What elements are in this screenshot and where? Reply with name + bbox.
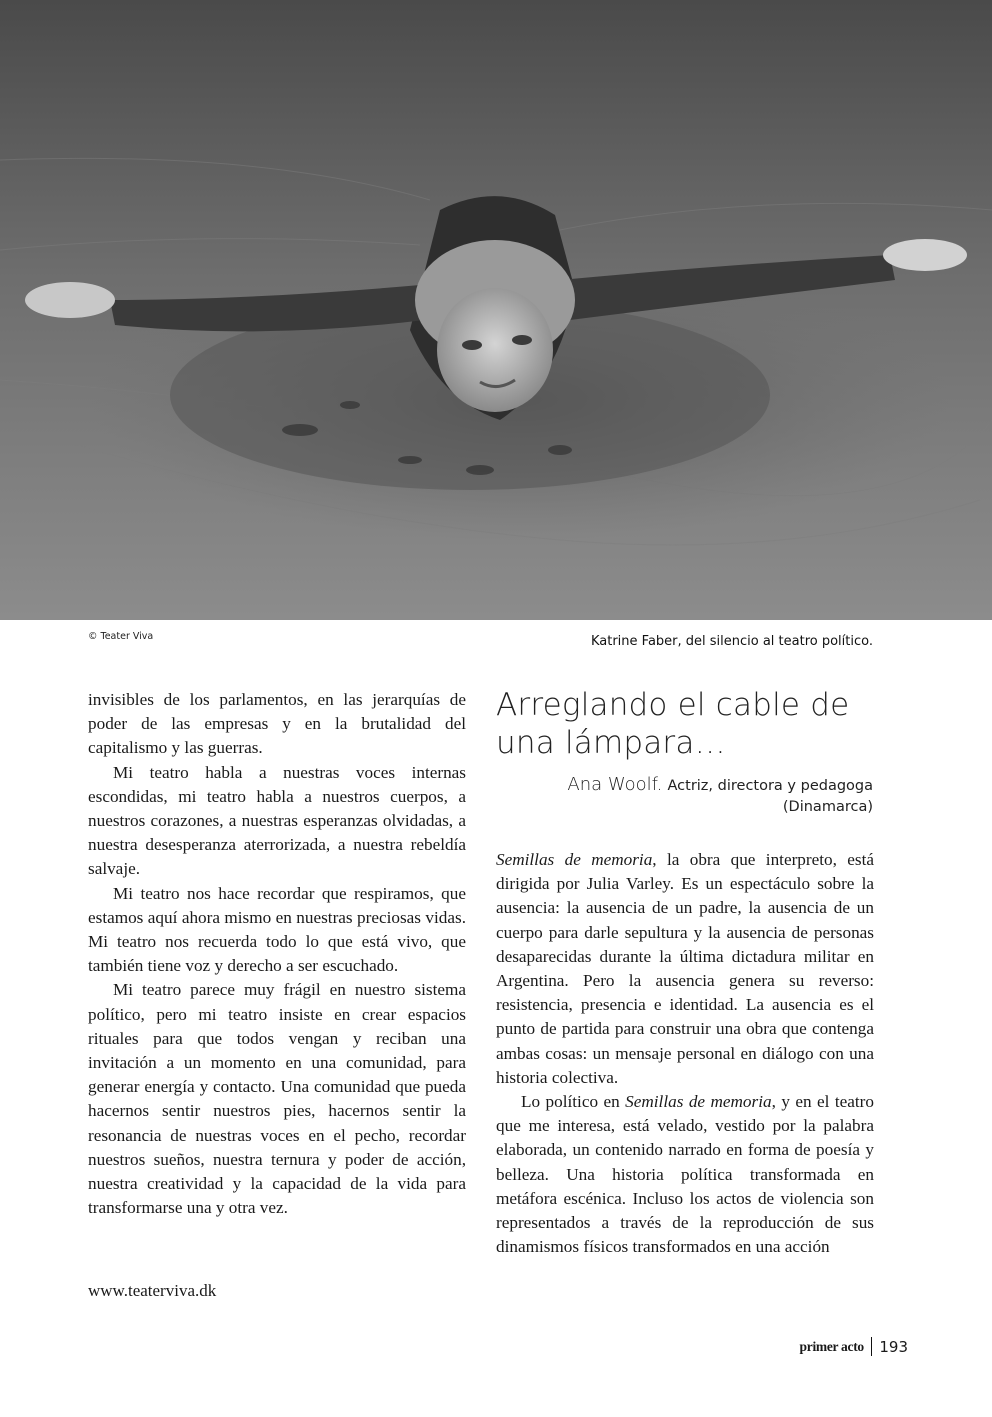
paragraph: invisibles de los parlamentos, en las jerarquías de poder de las empresas y en la brutalidad del capitalismo y las guerras. (88, 690, 466, 758)
paragraph-text: , y en el teatro que me interesa, está velado, vestido por la palabra elaborada, un contenido narrado en forma de poesía y belleza. Una historia política transformada en metáfora escénica. Incluso los actos de violencia son representados a través de la reproducción de sus dinamismos físicos transformados en una acción (496, 1092, 874, 1257)
photo (0, 0, 992, 620)
article-title (496, 686, 886, 762)
article-byline (567, 774, 873, 815)
page-footer (800, 1337, 908, 1356)
article-title-line: Arreglando el cable de (496, 687, 850, 723)
right-column (496, 848, 874, 1259)
paragraph (496, 848, 874, 1090)
author-name: Ana Woolf. (567, 774, 663, 795)
paragraph: Mi teatro nos hace recordar que respiramos, que estamos aquí ahora mismo en nuestras preciosas vidas. Mi teatro nos recuerda todo lo que está vivo, que también tiene voz y derecho a ser escuchado. (88, 883, 466, 976)
left-column (88, 688, 466, 1220)
work-title: Semillas de memoria (496, 850, 653, 869)
author-country: (Dinamarca) (782, 799, 873, 815)
paragraph-text: Lo político en (521, 1092, 626, 1112)
photo-credit: © Teater Viva (88, 631, 154, 642)
work-title: Semillas de memoria (625, 1092, 772, 1112)
paragraph-text: , la obra que interpreto, está dirigida por Julia Varley. Es un espectáculo sobre la ausencia: la ausencia de un padre, la ausencia de un cuerpo para darle sepultura y la ausencia de personas desaparecidas durante la última dictadura militar en Argentina. Pero la ausencia genera su reverso: resistencia, presencia e identidad. La ausencia es el punto de partida para construir una obra que contenga ambas cosas: un mensaje personal en diálogo con una historia colectiva. (496, 850, 874, 1087)
website-link[interactable]: www.teaterviva.dk (88, 1281, 217, 1300)
photo-image (0, 0, 992, 620)
paragraph: Mi teatro parece muy frágil en nuestro sistema político, pero mi teatro insiste en crear espacios rituales para que todos vengan y reciban una invitación a un momento en una comunidad, para generar energía y contacto. Una comunidad que pueda hacernos sentir nuestros pies, hacernos sentir la resonancia de nuestras voces en el pecho, recordar nuestros sueños, nuestra ternura y poder de acción, nuestra creatividad y la capacidad de la vida para transformarse una y otra vez. (88, 980, 466, 1218)
article-title-line: una lámpara… (496, 725, 726, 761)
page-number: 193 (879, 1337, 908, 1356)
photo-caption: Katrine Faber, del silencio al teatro político. (590, 634, 873, 649)
footer-divider (871, 1337, 873, 1356)
magazine-name: primer acto (799, 1338, 864, 1354)
paragraph: Mi teatro habla a nuestras voces internas escondidas, mi teatro habla a nuestros cuerpos, a nuestros corazones, a nuestras esperanzas olvidadas, a nuestra desesperanza aterrorizada, a nuestra rebeldía salvaje. (88, 762, 466, 879)
paragraph (496, 1090, 874, 1259)
author-role: Actriz, directora y pedagoga (667, 778, 873, 794)
